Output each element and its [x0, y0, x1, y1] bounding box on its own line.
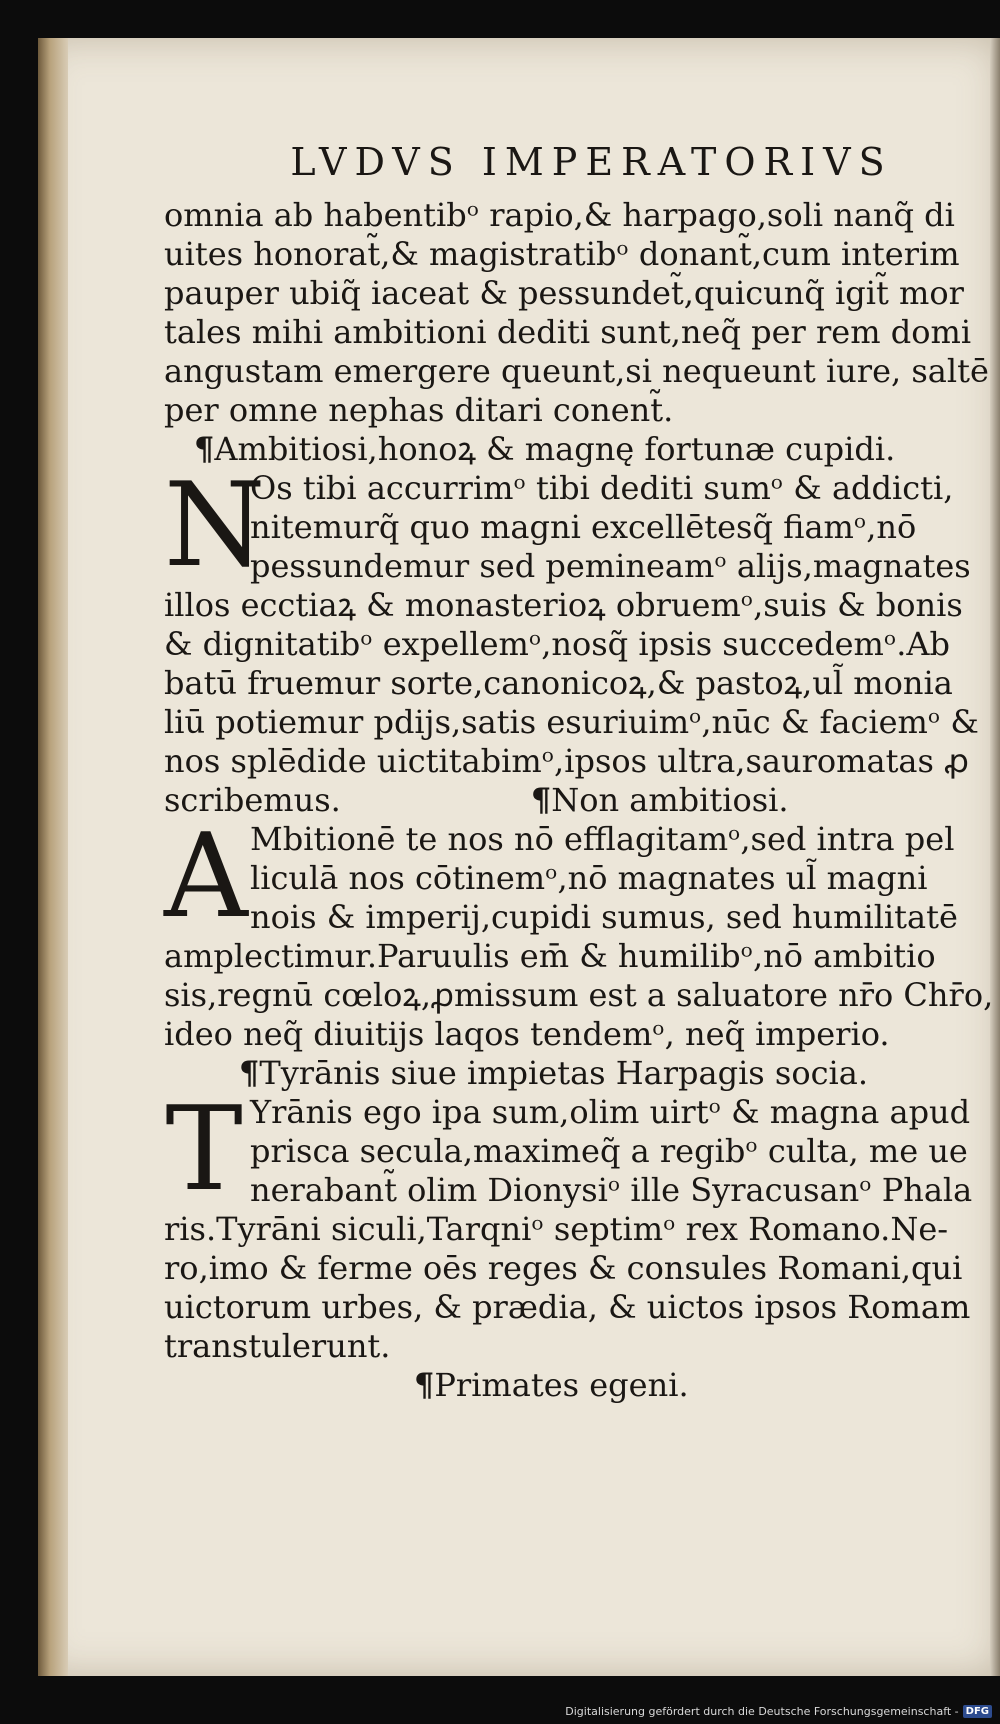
text-line: nitemurq̃ quo magni excellētesq̃ fiamᵒ,nō: [250, 508, 917, 546]
pilcrow-icon: ¶: [239, 1054, 260, 1092]
running-header: LVDVS IMPERATORIVS: [290, 140, 893, 184]
text-line: liū potiemur pdijs,satis esuriuimᵒ,nūc & faciemᵒ &: [164, 703, 979, 741]
text-line: nos splēdide uictitabimᵒ,ipsos ultra,sauromatas ꝓ: [164, 742, 969, 780]
text-line: Yrānis ego ipa sum,olim uirtᵒ & magna apud: [250, 1093, 971, 1131]
section-heading: [164, 1366, 999, 1405]
text-line: uites honorat̃,& magistratibᵒ donant̃,cum interim: [164, 235, 960, 273]
digitization-footer: [565, 1705, 992, 1718]
text-line: angustam emergere queunt,si nequeunt iure, saltē: [164, 352, 989, 390]
text-line: omnia ab habentibᵒ rapio,& harpago,soli nanq̃ di: [164, 196, 955, 234]
drop-cap: T: [165, 1082, 243, 1217]
dfg-logo-icon: DFG: [963, 1705, 992, 1718]
text-line: amplectimur.Paruulis em̄ & humilibᵒ,nō ambitio: [164, 937, 936, 975]
text-line: sis,regnū cœloꝝ,ꝓmissum est a saluatore nr̄o Chr̄o,: [164, 976, 994, 1014]
text-line: [164, 781, 999, 820]
text-line: illos ecctiaꝝ & monasterioꝝ obruemᵒ,suis & bonis: [164, 586, 963, 624]
book-spine: [38, 38, 68, 1676]
footer-text: Digitalisierung gefördert durch die Deutsche Forschungsgemeinschaft -: [565, 1705, 959, 1718]
drop-cap: N: [164, 458, 266, 593]
section-heading: [164, 1054, 999, 1093]
heading-text: Tyrānis siue impietas Harpagis socia.: [259, 1054, 868, 1092]
text-line: Os tibi accurrimᵒ tibi dediti sumᵒ & addicti,: [250, 469, 954, 507]
paragraph: [164, 809, 999, 1054]
text-line: ris.Tyrāni siculi,Tarqniᵒ septimᵒ rex Romano.Ne-: [164, 1210, 949, 1248]
book-page: [38, 38, 1000, 1676]
top-lines: [164, 196, 999, 430]
text-line-end: scribemus.: [164, 781, 341, 819]
pilcrow-icon: ¶: [194, 430, 215, 468]
text-line: prisca secula,maximeq̃ a regibᵒ culta, me ue: [250, 1132, 968, 1170]
pilcrow-icon: ¶: [414, 1366, 435, 1404]
text-line: nois & imperij,cupidi sumus, sed humilitatē: [250, 898, 958, 936]
text-line: pessundemur sed pemineamᵒ alijs,magnates: [250, 547, 971, 585]
text-line: liculā nos cōtinemᵒ,nō magnates ul̃ magni: [250, 859, 928, 897]
text-block: [164, 138, 999, 1405]
pilcrow-icon: ¶: [530, 781, 552, 819]
text-line: ideo neq̃ diuitijs laqos tendemᵒ, neq̃ imperio.: [164, 1015, 890, 1053]
paragraph: [164, 458, 999, 820]
inline-heading: Non ambitiosi.: [551, 781, 789, 819]
drop-cap: A: [164, 809, 248, 944]
text-line: per omne nephas ditari conent̃.: [164, 391, 674, 429]
section-heading: [164, 430, 999, 469]
text-line: batū fruemur sorte,canonicoꝝ,& pastoꝝ,ul̃ monia: [164, 664, 953, 702]
paragraph: [164, 1082, 999, 1366]
heading-text: Ambitiosi,honoꝝ & magnę fortunæ cupidi.: [214, 430, 896, 468]
text-line: transtulerunt.: [164, 1327, 391, 1365]
text-line: & dignitatibᵒ expellemᵒ,nosq̃ ipsis succedemᵒ.Ab: [164, 625, 950, 663]
text-line: nerabant̃ olim Dionysiᵒ ille Syracusanᵒ Phala: [250, 1171, 973, 1209]
text-line: uictorum urbes, & prædia, & uictos ipsos Romam: [164, 1288, 971, 1326]
text-line: pauper ubiq̃ iaceat & pessundet̃,quicunq̃ igit̃ mor: [164, 274, 964, 312]
heading-text: Primates egeni.: [434, 1366, 689, 1404]
text-line: tales mihi ambitioni dediti sunt,neq̃ per rem domi: [164, 313, 972, 351]
text-line: ro,imo & ferme oēs reges & consules Romani,qui: [164, 1249, 963, 1287]
text-line: Mbitionē te nos nō efflagitamᵒ,sed intra pel: [250, 820, 955, 858]
